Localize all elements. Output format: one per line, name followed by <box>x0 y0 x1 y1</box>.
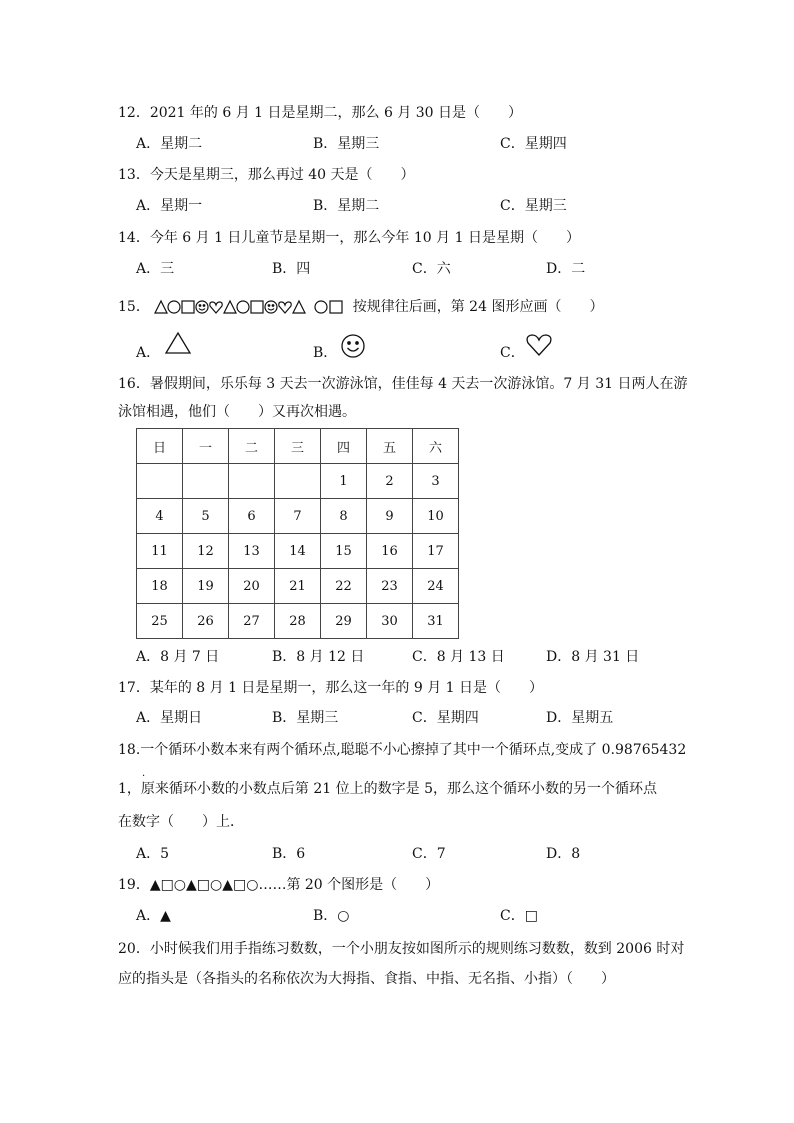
calendar-header-cell: 二 <box>229 429 275 464</box>
calendar-header-cell: 三 <box>275 429 321 464</box>
circle-icon <box>315 301 327 313</box>
calendar-day-cell: 31 <box>413 604 459 639</box>
calendar-day-cell: 29 <box>321 604 367 639</box>
calendar-day-cell: 15 <box>321 534 367 569</box>
circle-icon <box>237 301 249 313</box>
calendar-week-row <box>137 534 459 569</box>
calendar-day-cell: 4 <box>137 499 183 534</box>
calendar-day-cell: 19 <box>183 569 229 604</box>
calendar-week-row <box>137 569 459 604</box>
calendar-day-cell: 17 <box>413 534 459 569</box>
calendar-day-cell: 8 <box>321 499 367 534</box>
question-12: 12．2021 年的 6 月 1 日是星期二，那么 6 月 30 日是（ ） <box>118 105 523 121</box>
calendar-day-cell: 11 <box>137 534 183 569</box>
question-20-line-1: 20．小时候我们用手指练习数数，一个小朋友按如图所示的规则练习数数，数到 2006 时对 <box>118 941 685 957</box>
heart-icon <box>279 302 291 313</box>
q13-option-b[interactable]: B．星期二 <box>313 198 380 214</box>
q15-option-a-label: A． <box>136 345 161 361</box>
calendar-header-cell: 六 <box>413 429 459 464</box>
calendar-day-cell: 13 <box>229 534 275 569</box>
q15-shape-sequence-end <box>314 299 348 315</box>
q15-option-a[interactable] <box>136 343 160 363</box>
calendar-day-cell: 6 <box>229 499 275 534</box>
calendar-day-cell: 27 <box>229 604 275 639</box>
triangle-icon <box>293 301 305 313</box>
q17-option-a[interactable]: A．星期日 <box>136 710 203 726</box>
calendar-week-row <box>137 499 459 534</box>
q12-option-c[interactable]: C．星期四 <box>500 136 567 152</box>
q17-option-b[interactable]: B．星期三 <box>272 710 339 726</box>
q16-option-b[interactable]: B．8 月 12 日 <box>272 649 365 665</box>
calendar-day-cell: 22 <box>321 569 367 604</box>
q16-option-c[interactable]: C．8 月 13 日 <box>412 649 505 665</box>
q13-option-a[interactable]: A．星期一 <box>136 198 203 214</box>
question-18-line-2: 1，原来循环小数的小数点后第 21 位上的数字是 5，那么这个循环小数的另一个循环点 <box>118 781 657 797</box>
calendar-day-cell: 20 <box>229 569 275 604</box>
q15-option-b[interactable] <box>313 343 337 363</box>
calendar-day-cell: 14 <box>275 534 321 569</box>
calendar-day-cell: 2 <box>367 464 413 499</box>
q18-option-a[interactable]: A．5 <box>136 846 170 862</box>
calendar-header-cell: 日 <box>137 429 183 464</box>
question-14: 14．今年 6 月 1 日儿童节是星期一，那么今年 10 月 1 日是星期（ ） <box>118 230 580 246</box>
q14-option-a[interactable]: A．三 <box>136 261 175 277</box>
triangle-icon <box>155 301 167 313</box>
question-18-line-1: 18.一个循环小数本来有两个循环点,聪聪不小心擦掉了其中一个循环点,变成了 0.98765432 <box>118 742 687 758</box>
q15-shape-sequence <box>154 299 314 315</box>
q14-option-b[interactable]: B．四 <box>272 261 311 277</box>
q14-option-d[interactable]: D．二 <box>546 261 586 277</box>
q15-option-b-label: B． <box>313 345 338 361</box>
calendar-day-cell: 23 <box>367 569 413 604</box>
q15-number: 15． <box>118 299 150 315</box>
calendar-day-cell: 7 <box>275 499 321 534</box>
q19-option-a[interactable]: A．▲ <box>136 908 171 924</box>
q14-option-c[interactable]: C．六 <box>412 261 451 277</box>
question-17: 17．某年的 8 月 1 日是星期一，那么这一年的 9 月 1 日是（ ） <box>118 680 544 696</box>
calendar-day-cell: 30 <box>367 604 413 639</box>
heart-icon <box>525 333 553 357</box>
q15-option-c-label: C． <box>500 345 525 361</box>
q19-option-b[interactable]: B．○ <box>313 908 350 924</box>
q15-instruction: 按规律往后画，第 24 图形应画（ ） <box>352 299 604 315</box>
calendar-day-cell: 1 <box>321 464 367 499</box>
heart-icon <box>210 302 222 313</box>
calendar-day-cell: 10 <box>413 499 459 534</box>
q12-option-a[interactable]: A．星期二 <box>136 136 203 152</box>
calendar-day-cell: 5 <box>183 499 229 534</box>
q18-option-c[interactable]: C．7 <box>412 846 446 862</box>
q18-option-d[interactable]: D．8 <box>546 846 581 862</box>
calendar-day-cell: 12 <box>183 534 229 569</box>
triangle-icon <box>224 301 236 313</box>
calendar-week-row <box>137 604 459 639</box>
calendar-day-cell: 16 <box>367 534 413 569</box>
q15-option-c[interactable] <box>500 343 525 363</box>
question-18-line-3: 在数字（ ）上． <box>118 814 244 830</box>
square-icon <box>251 301 263 313</box>
calendar-day-cell: 21 <box>275 569 321 604</box>
question-16-line-1: 16．暑假期间，乐乐每 3 天去一次游泳馆，佳佳每 4 天去一次游泳馆。7 月 31 日两人在游 <box>118 376 688 392</box>
calendar-day-cell: 25 <box>137 604 183 639</box>
repeating-dot-mark: · <box>142 771 146 782</box>
q16-option-a[interactable]: A．8 月 7 日 <box>136 649 220 665</box>
square-icon <box>330 301 342 313</box>
q16-option-d[interactable]: D．8 月 31 日 <box>546 649 640 665</box>
calendar-day-cell: 24 <box>413 569 459 604</box>
calendar-day-cell: 28 <box>275 604 321 639</box>
calendar-day-cell: 3 <box>413 464 459 499</box>
calendar-header-cell: 一 <box>183 429 229 464</box>
smiley-icon <box>265 301 277 313</box>
calendar-day-cell: 9 <box>367 499 413 534</box>
q18-option-b[interactable]: B．6 <box>272 846 306 862</box>
triangle-icon <box>164 331 192 355</box>
calendar-day-cell <box>183 464 229 499</box>
question-20-line-2: 应的指头是（各指头的名称依次为大拇指、食指、中指、无名指、小指）（ ） <box>118 971 615 987</box>
calendar-table <box>136 428 459 639</box>
question-15 <box>118 297 603 317</box>
calendar-header-cell: 四 <box>321 429 367 464</box>
question-16-line-2: 泳馆相遇，他们（ ）又再次相遇。 <box>118 404 356 420</box>
q12-option-b[interactable]: B．星期三 <box>313 136 380 152</box>
question-19: 19．▲□○▲□○▲□○……第 20 个图形是（ ） <box>118 877 440 893</box>
question-13: 13．今天是星期三，那么再过 40 天是（ ） <box>118 167 415 183</box>
calendar-day-cell: 26 <box>183 604 229 639</box>
calendar-day-cell <box>229 464 275 499</box>
q13-option-c[interactable]: C．星期三 <box>500 198 567 214</box>
q17-option-d[interactable]: D．星期五 <box>546 710 614 726</box>
calendar-day-cell <box>137 464 183 499</box>
smiley-icon <box>196 301 208 313</box>
q19-option-c[interactable]: C．□ <box>500 908 538 924</box>
calendar-header-cell: 五 <box>367 429 413 464</box>
calendar-header-row <box>137 429 459 464</box>
smiley-icon <box>340 333 366 359</box>
q17-option-c[interactable]: C．星期四 <box>412 710 479 726</box>
calendar-day-cell: 18 <box>137 569 183 604</box>
calendar-day-cell <box>275 464 321 499</box>
calendar-week-row <box>137 464 459 499</box>
circle-icon <box>168 301 180 313</box>
square-icon <box>182 301 194 313</box>
